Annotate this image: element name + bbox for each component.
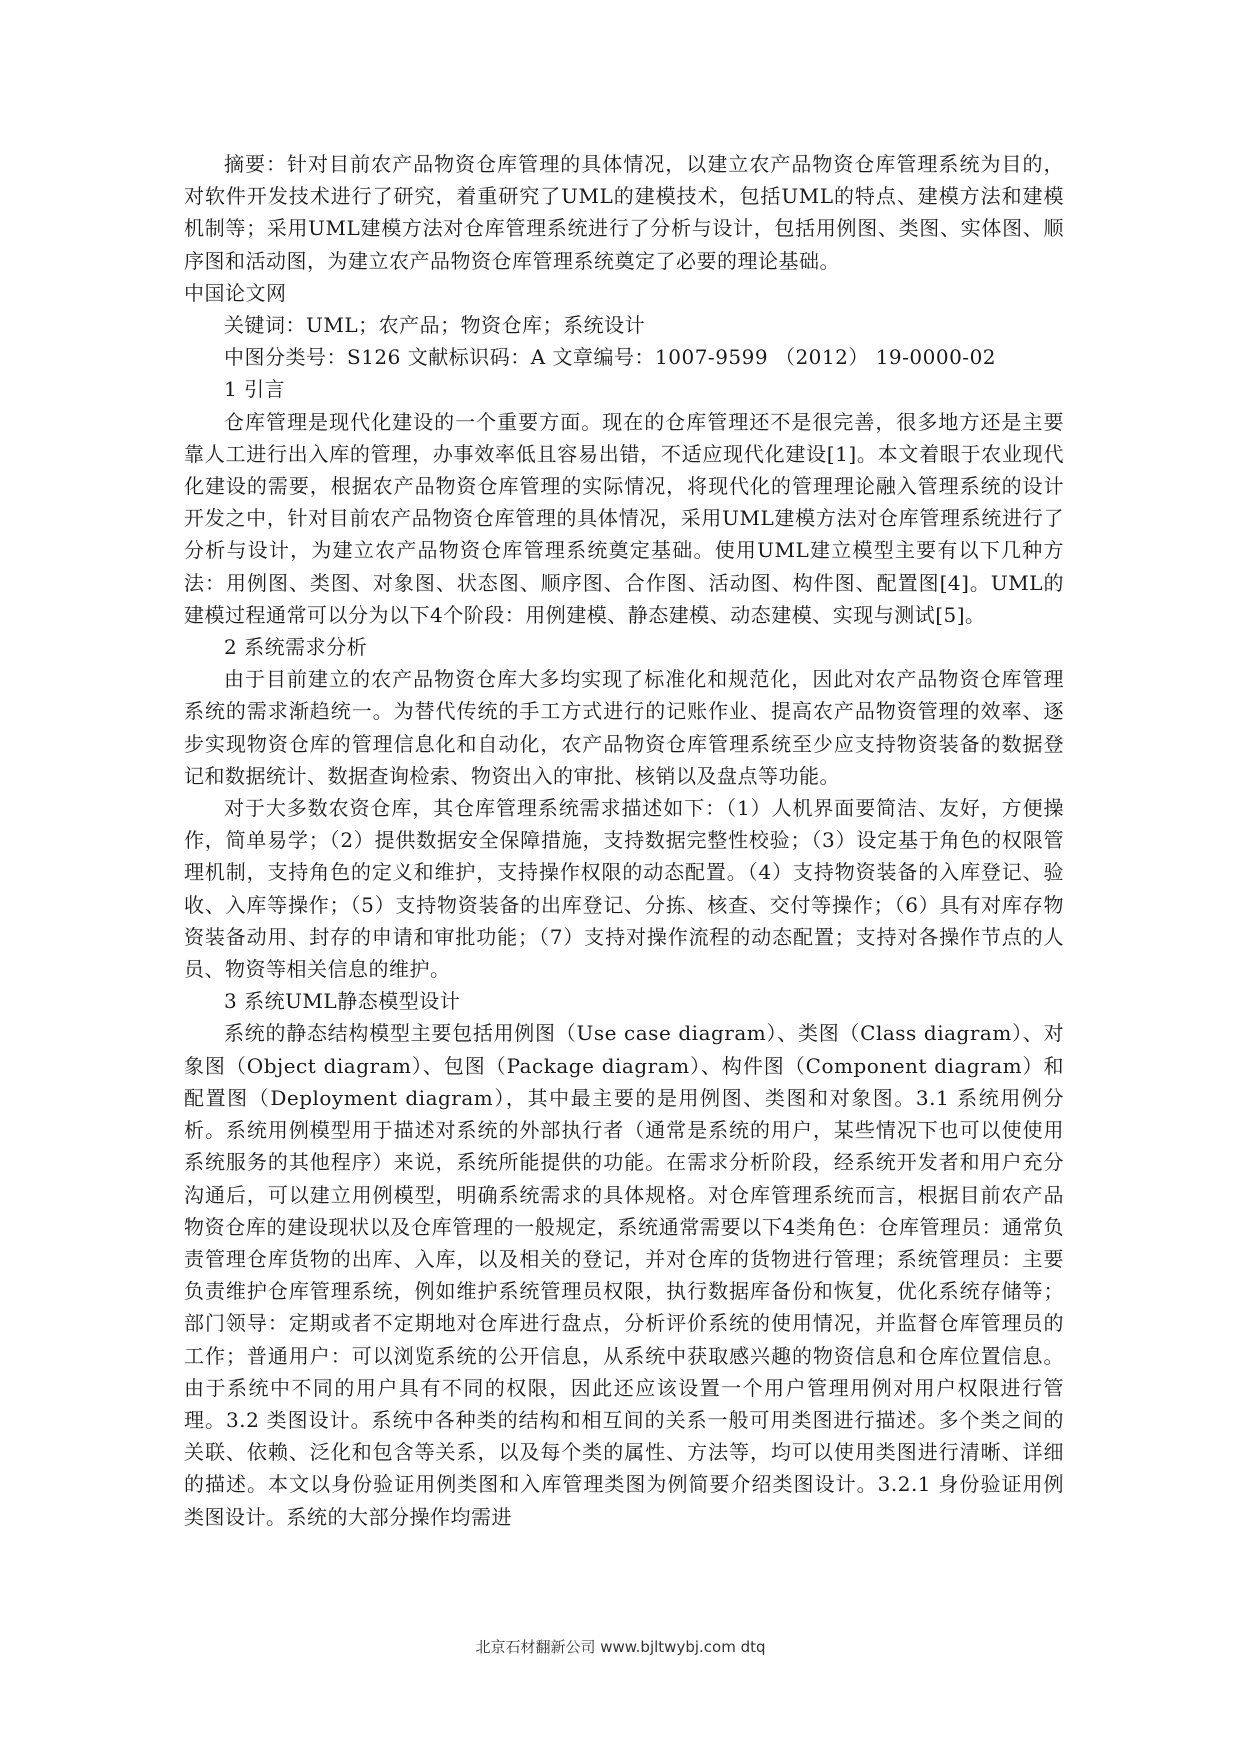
keywords-line: 关键词：UML；农产品；物资仓库；系统设计 bbox=[224, 313, 646, 338]
source-label: 中国论文网 bbox=[184, 280, 287, 305]
static-model-paragraph: 系统的静态结构模型主要包括用例图（Use case diagram）、类图（Class diagram）、对象图（Object diagram）、包图（Package diagram）、构件图（Component diagram）和配置图（Deployment diagram），其中最主要的是用例图、类图和对象图。3.1 系统用例分析。系统用例模型用于描述对系统的外部执行者（通常是系统的用户，某些情况下也可以使使用系统服务的其他程序）来说，系统所能提供的功能。在需求分析阶段，经系统开发者和用户充分沟通后，可以建立用例模型，明确系统需求的具体规格。对仓库管理系统而言，根据目前农产品物资仓库的建设现状以及仓库管理的一般规定，系统通常需要以下4类角色：仓库管理员：通常负责管理仓库货物的出库、入库，以及相关的登记，并对仓库的货物进行管理；系统管理员：主要负责维护仓库管理系统，例如维护系统管理员权限，执行数据库备份和恢复，优化系统存储等；部门领导：定期或者不定期地对仓库进行盘点，分析评价系统的使用情况，并监督仓库管理员的工作；普通用户：可以浏览系统的公开信息，从系统中获取感兴趣的物资信息和仓库位置信息。由于系统中不同的用户具有不同的权限，因此还应该设置一个用户管理用例对用户权限进行管理。3.2 类图设计。系统中各种类的结构和相互间的关系一般可用类图进行描述。多个类之间的关联、依赖、泛化和包含等关系，以及每个类的属性、方法等，均可以使用类图进行清晰、详细的描述。本文以身份验证用例类图和入库管理类图为例简要介绍类图设计。3.2.1 身份验证用例类图设计。系统的大部分操作均需进 bbox=[184, 1021, 1064, 1529]
requirements-paragraph-1: 由于目前建立的农产品物资仓库大多均实现了标准化和规范化，因此对农产品物资仓库管理系统的需求渐趋统一。为替代传统的手工方式进行的记账作业、提高农产品物资管理的效率、逐步实现物资仓库的管理信息化和自动化，农产品物资仓库管理系统至少应支持物资装备的数据登记和数据统计、数据查询检索、物资出入的审批、核销以及盘点等功能。 bbox=[184, 667, 1064, 788]
section-heading-3: 3 系统UML静态模型设计 bbox=[224, 989, 461, 1014]
intro-paragraph: 仓库管理是现代化建设的一个重要方面。现在的仓库管理还不是很完善，很多地方还是主要靠人工进行出入库的管理，办事效率低且容易出错，不适应现代化建设[1]。本文着眼于农业现代化建设的需要，根据农产品物资仓库管理的实际情况，将现代化的管理理论融入管理系统的设计开发之中，针对目前农产品物资仓库管理的具体情况，采用UML建模方法对仓库管理系统进行了分析与设计，为建立农产品物资仓库管理系统奠定基础。使用UML建立模型主要有以下几种方法：用例图、类图、对象图、状态图、顺序图、合作图、活动图、构件图、配置图[4]。UML的建模过程通常可以分为以下4个阶段：用例建模、静态建模、动态建模、实现与测试[5]。 bbox=[184, 409, 1064, 627]
document-body bbox=[184, 148, 1064, 1533]
abstract-paragraph: 摘要：针对目前农产品物资仓库管理的具体情况，以建立农产品物资仓库管理系统为目的，对软件开发技术进行了研究，着重研究了UML的建模技术，包括UML的特点、建模方法和建模机制等；采用UML建模方法对仓库管理系统进行了分析与设计，包括用例图、类图、实体图、顺序图和活动图，为建立农产品物资仓库管理系统奠定了必要的理论基础。 bbox=[184, 152, 1064, 273]
requirements-paragraph-2: 对于大多数农资仓库，其仓库管理系统需求描述如下：（1）人机界面要简洁、友好，方便操作，简单易学；（2）提供数据安全保障措施，支持数据完整性校验；（3）设定基于角色的权限管理机制，支持角色的定义和维护，支持操作权限的动态配置。（4）支持物资装备的入库登记、验收、入库等操作；（5）支持物资装备的出库登记、分拣、核查、交付等操作；（6）具有对库存物资装备动用、封存的申请和审批功能；（7）支持对操作流程的动态配置；支持对各操作节点的人员、物资等相关信息的维护。 bbox=[184, 796, 1064, 982]
section-heading-2: 2 系统需求分析 bbox=[224, 635, 368, 660]
classification-line: 中图分类号：S126 文献标识码：A 文章编号：1007-9599 （2012） 19-0000-02 bbox=[224, 345, 997, 370]
page-footer: 北京石材翻新公司 www.bjltwybj.com dtq bbox=[475, 1638, 766, 1656]
section-heading-1: 1 引言 bbox=[224, 377, 286, 402]
